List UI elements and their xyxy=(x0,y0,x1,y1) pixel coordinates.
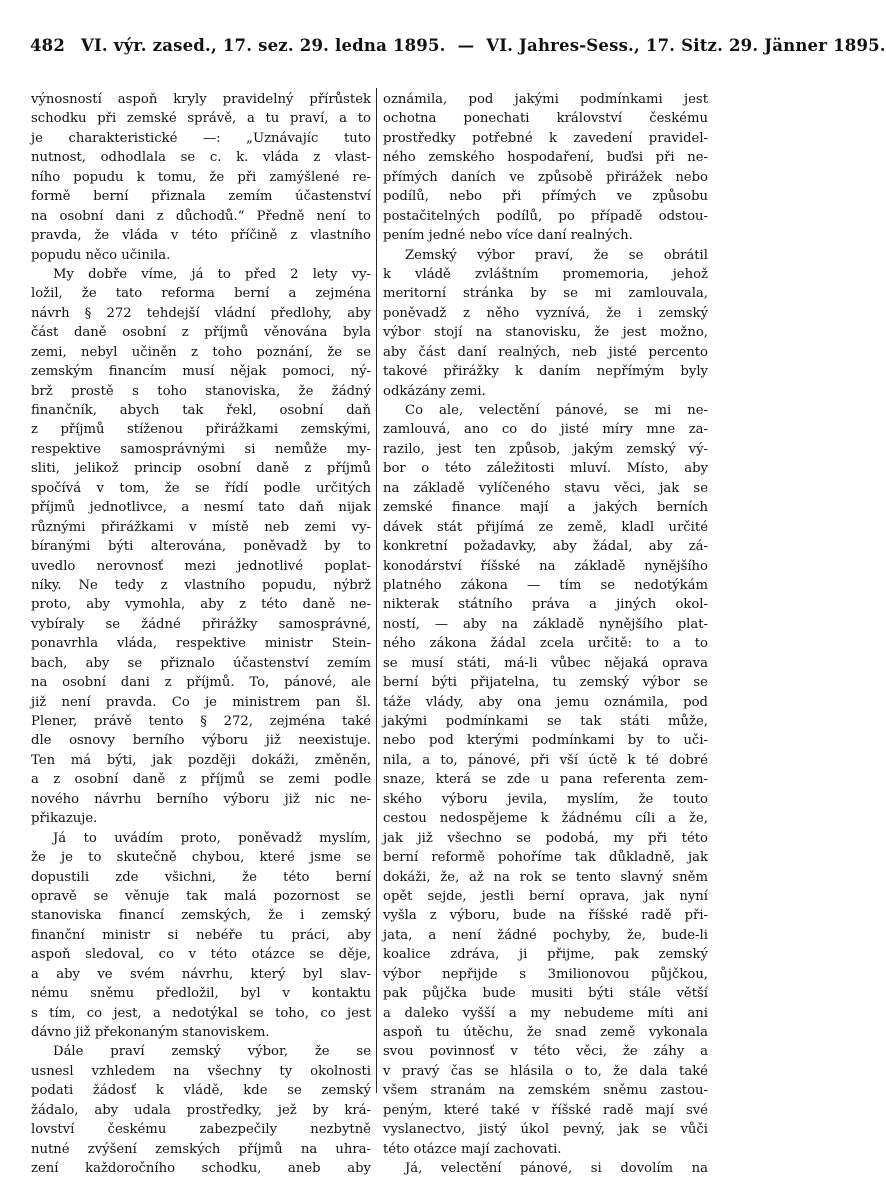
text-line: aspoň sledoval, co v této otázce se děje, xyxy=(31,947,371,963)
text-line: nutné zvýšení zemských příjmů na uhra- xyxy=(31,1141,371,1157)
text-line: nikterak státního práva a jiných okol- xyxy=(383,597,708,613)
right-column xyxy=(383,90,708,1179)
text-line: aby část daní realných, neb jisté percento xyxy=(383,344,708,360)
text-line: popudu něco učinila. xyxy=(31,247,171,263)
text-line: žádalo, aby udala prostředky, jež by krá- xyxy=(31,1102,371,1118)
text-line: Ten má býti, jak později dokáži, změněn, xyxy=(31,752,371,768)
text-line: meritorní stránka by se mi zamlouvala, xyxy=(383,286,708,302)
text-line: příjmů jednotlivce, a nesmí tato daň nijak xyxy=(31,500,371,516)
text-line: na základě vylíčeného stavu věci, jak se xyxy=(383,480,708,496)
text-line: respektive samosprávnými si nemůže my- xyxy=(31,441,371,457)
text-line: stanoviska financí zemských, že i zemský xyxy=(31,908,371,924)
text-line: Já to uvádím proto, poněvadž myslím, xyxy=(53,830,371,846)
text-line: výbor nepřijde s 3milionovou půjčkou, xyxy=(383,966,708,982)
text-line: nutnost, odhodlala se c. k. vláda z vlast- xyxy=(31,150,371,166)
text-line: podati žádosť k vládě, kde se zemský xyxy=(31,1083,371,1099)
text-line: se musí státi, má-li vůbec nějaká oprava xyxy=(383,655,708,671)
text-line: a z osobní daně z příjmů se zemi podle xyxy=(31,772,371,788)
text-line: vybíraly se žádné přirážky samosprávné, xyxy=(31,616,371,632)
text-line: uvedlo nerovnosť mezi jednotlivé poplat- xyxy=(31,558,371,574)
column-divider xyxy=(376,88,377,1093)
text-line: zamlouvá, ano co do jisté míry mne za- xyxy=(383,422,708,438)
text-line: ního popudu k tomu, že při zamýšlené re- xyxy=(31,169,371,185)
text-line: platného zákona — tím se nedotýkám xyxy=(383,577,708,593)
header-separator: — xyxy=(457,36,475,55)
text-line: z příjmů stíženou přirážkami zemskými, xyxy=(31,422,371,438)
text-line: bach, aby se přiznalo účastenství zemím xyxy=(31,655,371,671)
text-line: všem stranám na zemském sněmu zastou- xyxy=(383,1083,708,1099)
text-line: konodárství říšské na základě nynějšího xyxy=(383,558,708,574)
text-line: k vládě zvláštním promemoria, jehož xyxy=(383,266,708,282)
text-line: zemi, nebyl učiněn z toho poznání, že se xyxy=(31,344,371,360)
text-line: ného zákona žádal zcela určitě: to a to xyxy=(383,636,708,652)
text-line: dopustili zde všichni, že této berní xyxy=(31,869,371,885)
text-line: v pravý čas se hlásila o to, že dala také xyxy=(383,1063,708,1079)
text-line: postačitelných podílů, po případě odstou- xyxy=(383,208,708,224)
text-line: dle osnovy berního výboru již neexistuje. xyxy=(31,733,371,749)
text-line: ného zemského hospodaření, buďsi při ne- xyxy=(383,150,708,166)
text-line: dávek stát přijímá ze země, kladl určité xyxy=(383,519,708,535)
text-line: nému sněmu předložil, byl v kontaktu xyxy=(31,986,371,1002)
text-line: konkretní požadavky, aby žádal, aby zá- xyxy=(383,539,708,555)
text-line: berní reformě pohoříme tak důkladně, jak xyxy=(383,850,708,866)
text-line: jata, a není žádné pochyby, že, bude-li xyxy=(383,927,708,943)
text-line: pak půjčka bude musiti býti stále větší xyxy=(383,986,708,1002)
text-line: ochotna ponechati království českému xyxy=(383,111,708,127)
text-line: bor o této záležitosti mluví. Místo, aby xyxy=(383,461,708,477)
header-czech: VI. výr. zased., 17. sez. 29. ledna 1895. xyxy=(81,36,446,55)
text-line: na osobní dani z důchodů.“ Předně není to xyxy=(31,208,371,224)
text-line: brž prostě s toho stanoviska, že žádný xyxy=(31,383,371,399)
text-line: a daleko vyšší a my nebudeme míti ani xyxy=(383,1005,708,1021)
text-line: nebo pod kterými podmínkami by to uči- xyxy=(383,733,708,749)
text-line: návrh § 272 tehdejší vládní předlohy, aby xyxy=(31,305,371,321)
text-line: snaze, která se zde u pana referenta zem- xyxy=(383,772,708,788)
text-line: aspoň tu útěchu, že snad země vykonala xyxy=(383,1025,708,1040)
page-header xyxy=(30,36,886,58)
text-line: odkázány zemi. xyxy=(383,383,486,399)
text-line: cestou nedospějeme k žádnému cíli a že, xyxy=(383,811,708,827)
text-line: formě berní přiznala zemím účastenství xyxy=(31,189,371,205)
text-line: přímých daních ve způsobě přirážek nebo xyxy=(383,169,708,185)
text-line: Já, velectění pánové, si dovolím na xyxy=(405,1161,708,1177)
text-line: sliti, jelikož princip osobní daně z příjmů xyxy=(31,461,371,477)
text-line: ponavrhla vláda, respektive ministr Stein- xyxy=(31,636,371,652)
text-line: že je to skutečně chybou, které jsme se xyxy=(31,850,371,866)
text-line: s tím, co jest, a nedotýkal se toho, co jest xyxy=(31,1005,371,1021)
text-line: podílů, nebo při přímých ve způsobu xyxy=(383,189,708,205)
text-line: finanční ministr si nebéře tu práci, aby xyxy=(31,927,371,943)
text-line: zemským financím musí nějak pomoci, ný- xyxy=(31,364,371,380)
text-line: nového návrhu berního výboru již nic ne- xyxy=(31,791,371,807)
text-line: vyslanectvo, jistý úkol pevný, jak se vůči xyxy=(383,1122,708,1138)
text-line: zení každoročního schodku, aneb aby xyxy=(31,1161,371,1177)
left-column xyxy=(31,90,371,1179)
text-line: usnesl vzhledem na všechny ty okolnosti xyxy=(31,1063,371,1079)
text-line: bíranými býti alterována, poněvadž by to xyxy=(31,539,371,555)
text-line: dávno již překonaným stanoviskem. xyxy=(31,1025,270,1040)
text-line: nila, a to, pánové, při vší úctě k té dobré xyxy=(383,752,708,768)
header-german: VI. Jahres-Sess., 17. Sitz. 29. Jänner 1895. xyxy=(486,36,886,55)
text-line: přikazuje. xyxy=(31,811,98,827)
text-line: jakými podmínkami se tak státi může, xyxy=(383,714,708,729)
text-line: výbor stojí na stanovisku, že jest možno, xyxy=(383,325,708,341)
text-line: takové přirážky k daním nepřímým byly xyxy=(383,364,708,380)
text-line: poněvadž z něho vyznívá, že i zemský xyxy=(383,305,708,321)
text-line: koalice zdráva, ji přijme, pak zemský xyxy=(383,947,708,963)
text-line: peným, které také v říšské radě mají své xyxy=(383,1102,708,1118)
text-line: My dobře víme, já to před 2 lety vy- xyxy=(53,266,371,282)
text-line: berní býti přijatelna, tu zemský výbor se xyxy=(383,675,708,691)
text-line: schodku při zemské správě, a tu praví, a to xyxy=(31,111,371,127)
text-line: již není pravda. Co je ministrem pan šl. xyxy=(31,694,371,710)
text-line: pením jedné nebo více daní realných. xyxy=(383,228,633,244)
page-number: 482 xyxy=(30,36,66,55)
text-line: opět sejde, jestli berní oprava, jak nyní xyxy=(383,888,708,904)
text-line: níky. Ne tedy z vlastního popudu, nýbrž xyxy=(31,577,371,593)
text-line: spočívá v tom, že se řídí podle určitých xyxy=(31,480,371,496)
text-line: pravda, že vláda v této příčině z vlastního xyxy=(31,228,371,244)
text-line: ložil, že tato reforma berní a zejména xyxy=(31,286,371,302)
text-line: prostředky potřebné k zavedení pravidel- xyxy=(383,130,708,146)
text-line: Plener, právě tento § 272, zejména také xyxy=(31,714,371,729)
text-line: část daně osobní z příjmů věnována byla xyxy=(31,325,371,341)
text-line: Co ale, velectění pánové, se mi ne- xyxy=(405,403,708,418)
text-line: opravě se věnuje tak malá pozornost se xyxy=(31,888,371,904)
text-line: ností, — aby na základě nynějšího plat- xyxy=(383,616,708,632)
text-line: zemské finance mají a jakých berních xyxy=(383,500,708,516)
text-line: lovství českému zabezpečily nezbytně xyxy=(31,1122,371,1138)
text-line: vyšla z výboru, bude na říšské radě při- xyxy=(383,908,708,924)
text-line: jak již všechno se podobá, my při této xyxy=(383,830,708,846)
text-line: oznámila, pod jakými podmínkami jest xyxy=(383,92,708,107)
text-line: různými přirážkami v místě neb zemi vy- xyxy=(31,519,371,535)
text-line: výnosností aspoň kryly pravidelný přírůstek xyxy=(31,92,371,107)
text-line: razilo, jest ten způsob, jakým zemský vý- xyxy=(383,441,708,457)
text-line: této otázce mají zachovati. xyxy=(383,1141,562,1157)
text-line: finančník, abych tak řekl, osobní daň xyxy=(31,403,371,418)
text-line: je charakteristické —: „Uznávajíc tuto xyxy=(31,130,371,146)
text-line: Dále praví zemský výbor, že se xyxy=(53,1044,371,1060)
text-line: na osobní dani z příjmů. To, pánové, ale xyxy=(31,675,371,691)
text-line: svou povinnosť v této věci, že záhy a xyxy=(383,1044,708,1060)
text-line: a aby ve svém návrhu, který byl slav- xyxy=(31,966,371,982)
text-line: táže vlády, aby ona jemu oznámila, pod xyxy=(383,694,708,710)
text-line: Zemský výbor praví, že se obrátil xyxy=(405,247,708,263)
text-line: ského výboru jevila, myslím, že touto xyxy=(383,791,708,807)
text-line: proto, aby vymohla, aby z této daně ne- xyxy=(31,597,371,613)
text-line: dokáži, že, až na rok se tento slavný sněm xyxy=(383,869,708,885)
